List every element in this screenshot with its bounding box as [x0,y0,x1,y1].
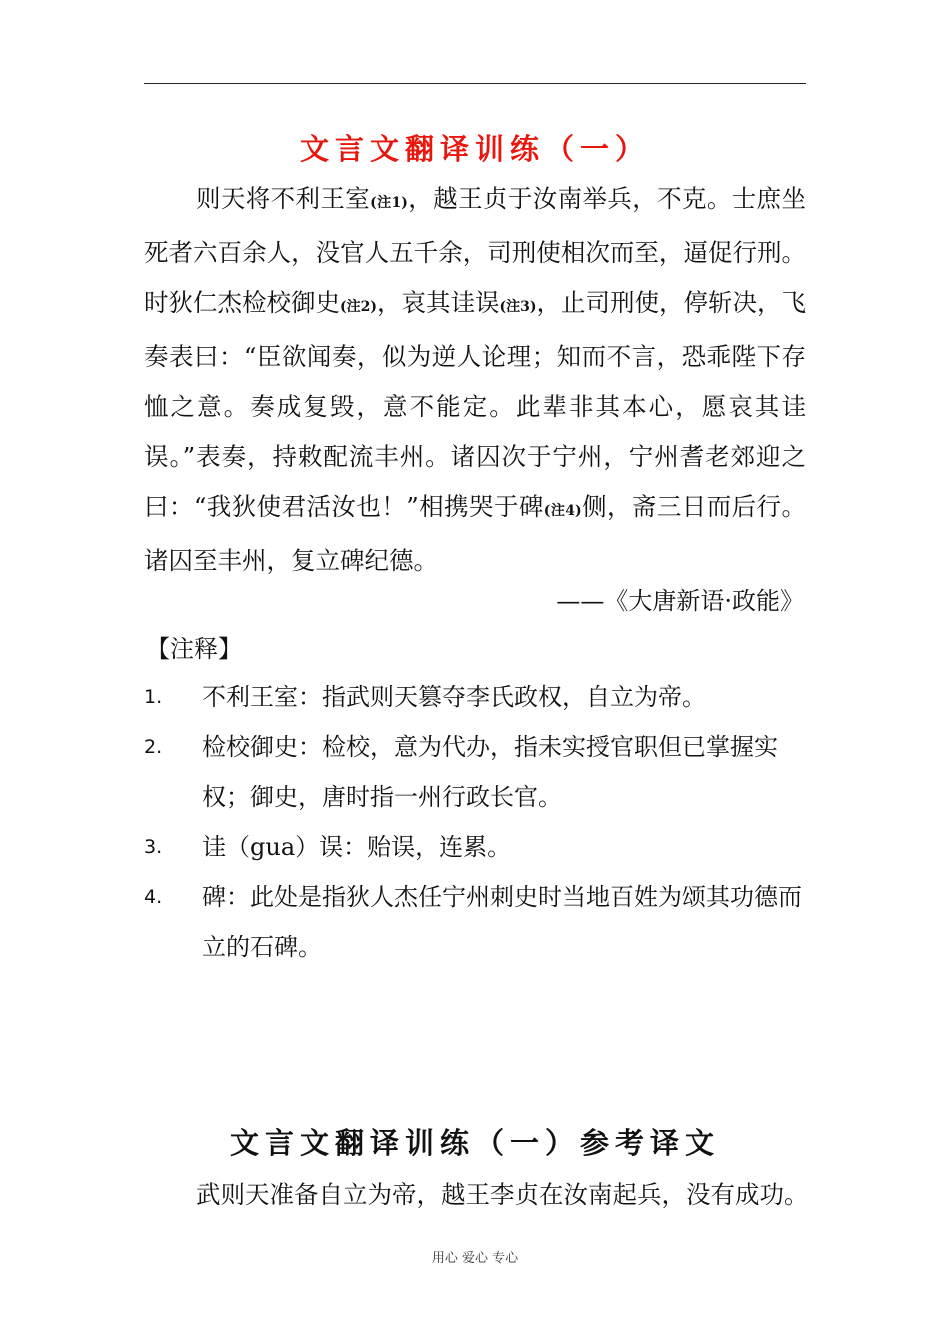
note-item-2 [144,722,806,822]
note-text: 不利王室：指武则天篡夺李氏政权，自立为帝。 [202,683,706,711]
passage-text [144,174,806,586]
note-marker-3: (注3) [499,299,537,315]
page-footer: 用心 爱心 专心 [431,1251,519,1266]
page-title: 文言文翻译训练（一） [299,132,650,166]
note-number: 2. [144,736,163,758]
translation-text: 武则天准备自立为帝，越王李贞在汝南起兵，没有成功。 [196,1180,809,1209]
passage-segment-1: 则天将不利王室 [196,184,371,213]
source-citation: ——《大唐新语·政能》 [556,587,804,615]
note-marker-1: (注1) [370,195,408,211]
header-rule [144,83,806,84]
passage-segment-4: ，止司刑使，停斩决，飞奏表曰：“臣欲闻奏，似为逆人论理；知而不言，恐乖陛下存恤之意。奏成复毁，意不能定。此辈非其本心，愿哀其诖误。”表奏，持敕配流丰州。诸囚次于宁州，宁州耆老郊迎之曰：“我狄使君活汝也！”相携哭于碑 [144,288,806,521]
translation-title: 文言文翻译训练（一）参考译文 [229,1126,720,1160]
note-text: 碑：此处是指狄人杰任宁州刺史时当地百姓为颂其功德而立的石碑。 [202,883,802,961]
notes-heading: 【注释】 [146,635,242,663]
passage-segment-2: ，越王贞于汝南举兵，不克。士庶坐死者六百余人，没官人五千余，司刑使相次而至，逼促行刑。时狄仁杰检校御史 [144,184,807,317]
passage-segment-3: ，哀其诖误 [377,288,500,317]
note-marker-4: (注4) [543,503,582,519]
notes-list [144,672,806,972]
note-text: 检校御史：检校，意为代办，指未实授官职但已掌握实权；御史，唐时指一州行政长官。 [202,733,778,811]
note-number: 1. [144,686,163,708]
note-marker-2: (注2) [340,299,377,315]
note-number: 4. [144,886,163,908]
note-item-3 [144,822,806,872]
note-text: 诖（gua）误：贻误，连累。 [202,833,512,861]
note-number: 3. [144,836,163,858]
passage-segment-5: 侧，斋三日而后行。诸囚至丰州，复立碑纪德。 [144,492,806,575]
note-item-4 [144,872,806,972]
note-item-1 [144,672,806,722]
